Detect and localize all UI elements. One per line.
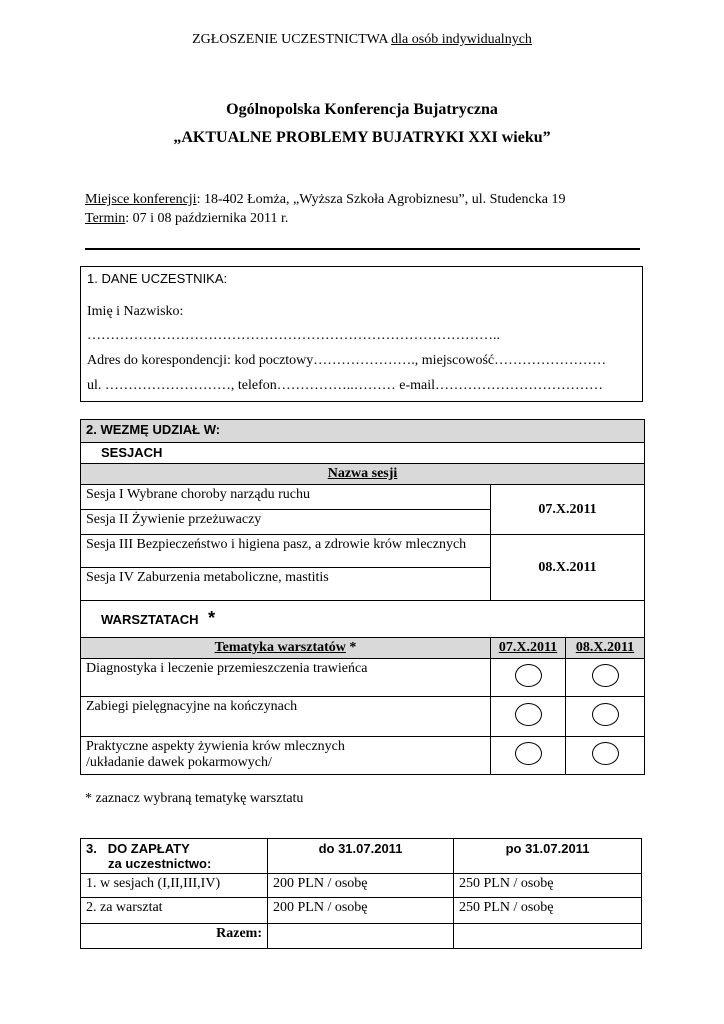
workshops-label: WARSZTATACH [101, 612, 199, 627]
date-value: : 07 i 08 października 2011 r. [125, 211, 289, 226]
participation-table [80, 419, 645, 775]
section3-title [81, 839, 268, 874]
payment-total-after[interactable] [454, 924, 642, 949]
payment-row-label: 2. za warsztat [81, 898, 268, 924]
header-divider [85, 248, 640, 250]
payment-row-label: 1. w sesjach (I,II,III,IV) [81, 874, 268, 898]
workshop-2-day2-checkbox[interactable] [566, 697, 645, 737]
section3-num: 3. [86, 841, 97, 856]
payment-total-before[interactable] [268, 924, 454, 949]
section1-title: 1. DANE UCZESTNIKA: [87, 271, 228, 286]
name-label: Imię i Nazwisko: [87, 304, 184, 319]
payment-total-label: Razem: [81, 924, 268, 949]
payment-col-after: po 31.07.2011 [454, 839, 642, 874]
circle-icon[interactable] [515, 742, 542, 765]
payment-table [80, 838, 642, 949]
address-field[interactable]: Adres do korespondencji: kod pocztowy…………………., miejscowość…………………… [87, 353, 607, 368]
conference-place [85, 192, 565, 208]
workshops-star: * [208, 608, 216, 628]
workshop-column-star: * [349, 640, 357, 655]
conference-title: Ogólnopolska Konferencja Bujatryczna [226, 101, 498, 118]
workshop-row [81, 737, 491, 775]
section3-title-a: DO ZAPŁATY [107, 841, 190, 856]
workshop-3-day1-checkbox[interactable] [491, 737, 566, 775]
workshop-footnote: * zaznacz wybraną tematykę warsztatu [85, 791, 304, 806]
workshop-row: Diagnostyka i leczenie przemieszczenia trawieńca [81, 659, 491, 697]
workshop-3-day2-checkbox[interactable] [566, 737, 645, 775]
workshop-1-day1-checkbox[interactable] [491, 659, 566, 697]
workshop-2-day1-checkbox[interactable] [491, 697, 566, 737]
place-label: Miejsce konferencji [85, 192, 197, 207]
circle-icon[interactable] [592, 703, 619, 726]
workshops-header [81, 601, 645, 638]
conference-date [85, 211, 288, 227]
payment-row-after: 250 PLN / osobę [454, 898, 642, 924]
workshop-date-1: 07.X.2011 [491, 638, 566, 659]
payment-row-before: 200 PLN / osobę [268, 874, 454, 898]
place-value: : 18-402 Łomża, „Wyższa Szkoła Agrobiznesu”, ul. Studencka 19 [196, 192, 566, 207]
circle-icon[interactable] [515, 664, 542, 687]
form-header [0, 32, 724, 48]
session-row: Sesja II Żywienie przeżuwaczy [81, 510, 491, 535]
workshop-1-day2-checkbox[interactable] [566, 659, 645, 697]
session-row: Sesja I Wybrane choroby narządu ruchu [81, 485, 491, 510]
form-header-underlined: dla osób indywidualnych [391, 32, 532, 47]
circle-icon[interactable] [515, 703, 542, 726]
session-date-1: 07.X.2011 [491, 485, 645, 535]
session-row: Sesja III Bezpieczeństwo i higiena pasz, a zdrowie krów mlecznych [81, 535, 491, 568]
session-column-header: Nazwa sesji [81, 464, 645, 485]
section2-title: 2. WEZMĘ UDZIAŁ W: [81, 420, 645, 443]
workshop-row-line2: /układanie dawek pokarmowych/ [86, 755, 272, 770]
circle-icon[interactable] [592, 742, 619, 765]
workshop-row-line1: Praktyczne aspekty żywienia krów mlecznych [86, 739, 345, 754]
workshop-date-2: 08.X.2011 [566, 638, 645, 659]
payment-col-before: do 31.07.2011 [268, 839, 454, 874]
participant-data-box [80, 266, 643, 402]
workshop-column-header [81, 638, 491, 659]
workshop-row: Zabiegi pielęgnacyjne na kończynach [81, 697, 491, 737]
date-label: Termin [85, 211, 126, 226]
form-header-main: ZGŁOSZENIE UCZESTNICTWA [192, 32, 388, 47]
sessions-label: SESJACH [81, 443, 645, 464]
contact-field[interactable]: ul. ………………………, telefon……………..……… e-mail……………………………… [87, 378, 604, 393]
circle-icon[interactable] [592, 664, 619, 687]
payment-row-after: 250 PLN / osobę [454, 874, 642, 898]
workshop-column-label: Tematyka warsztatów [214, 640, 346, 655]
conference-subtitle: „AKTUALNE PROBLEMY BUJATRYKI XXI wieku” [173, 129, 551, 146]
session-row: Sesja IV Zaburzenia metaboliczne, mastitis [81, 568, 491, 601]
payment-row-before: 200 PLN / osobę [268, 898, 454, 924]
session-date-2: 08.X.2011 [491, 535, 645, 601]
name-field[interactable]: …………………………………………………………………………….. [87, 328, 500, 343]
section3-title-b: za uczestnictwo: [108, 856, 212, 871]
